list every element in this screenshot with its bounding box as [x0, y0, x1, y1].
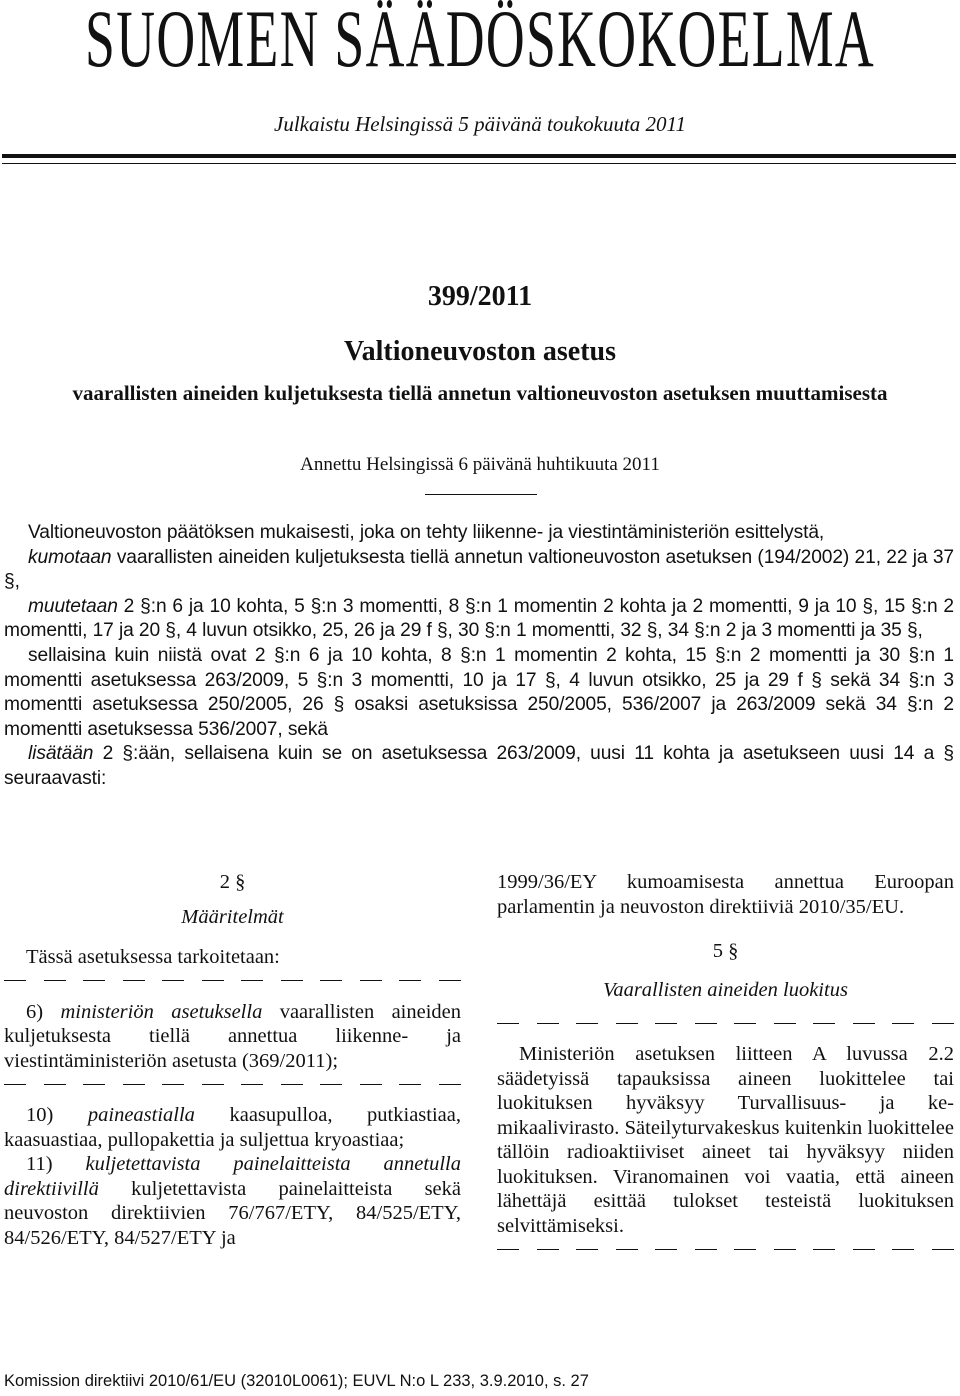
continued-text: 1999/36/EY kumoamisesta annettua Euroopan parlamentin ja neuvoston direktiiviä 2010/35/EU.	[497, 871, 954, 918]
defined-term: kuljetettavista painelaitteista annetulla direktiivillä	[4, 1153, 461, 1200]
preamble-amend-text: 2 §:n 6 ja 10 kohta, 5 §:n 3 momentti, 8 §:n 1 momentin 2 kohta ja 2 momentti, 9 ja 10 §, 15 §:n 2 momentti, 17 ja 20 §, 4 luvun otsikko, 25, 26 ja 29 f §, 30 §:n 1 momentti, 32 §, 34 §:n 2 ja 3 momentti ja 35 §,	[4, 595, 954, 642]
preamble-add	[4, 742, 954, 791]
act-type: Valtioneuvoston asetus	[343, 336, 616, 367]
keyword-repeal: kumotaan	[28, 546, 112, 568]
section-number: 5 §	[712, 940, 739, 962]
defined-term: ministeriön asetuksella	[60, 1000, 263, 1023]
section-heading: Vaarallisten aineiden luokitus	[603, 978, 848, 1001]
right-column	[497, 870, 954, 1260]
preamble-intro: Valtioneuvoston päätöksen mukaisesti, joka on tehty liikenne- ja viestintäministeriön esittelystä,	[28, 522, 825, 543]
definition-item-10	[4, 1103, 461, 1152]
omission-dashes	[497, 1242, 954, 1256]
header-rule-thin	[2, 163, 956, 164]
publication-date: Julkaistu Helsingissä 5 päivänä toukokuuta 2011	[274, 112, 686, 136]
item-number: 11)	[26, 1153, 86, 1175]
section-paragraph: Ministeriön asetuksen liitteen A luvussa 2.2 säädetyissä tapauksissa aineen luokittelee tai luokituksen hyväksyy Turvallisuus- ja kemikaalivirasto. Säteilyturvakeskus kuitenkin luokittelee tällöin radioaktiiviset aineet tai hyväksyy niiden luokituksen. Viranomainen voi vaatia, että aineen lähettäjä esittää tulokset testeistä luokituksen selvittämiseksi.	[497, 1043, 954, 1237]
section-number: 2 §	[219, 871, 246, 893]
act-title: vaarallisten aineiden kuljetuksesta tiellä annetun valtioneuvoston asetuksen muuttamisesta	[72, 381, 888, 405]
keyword-add: lisätään	[28, 743, 94, 765]
definition-item-11	[4, 1152, 461, 1250]
omission-dashes	[497, 1016, 954, 1030]
definition-text: vaarallisten aineiden kuljetuksesta tiellä annettua liikenne- ja viestintäministeriön asetusta (369/2011);	[4, 1000, 462, 1072]
defined-term: paineastialla	[87, 1104, 195, 1126]
preamble-add-text: 2 §:ään, sellaisena kuin se on asetuksessa 263/2009, uusi 11 kohta ja asetukseen uusi 14 a § seuraavasti:	[4, 743, 954, 789]
definition-item-6	[4, 1000, 461, 1074]
keyword-amend: muutetaan	[28, 595, 118, 617]
preamble	[4, 521, 954, 792]
definition-text: kuljetettavista painelaitteista sekä neuvoston direktiivien 76/767/ETY, 84/525/ETY, 84/526/ETY, 84/527/ETY ja	[4, 1177, 461, 1249]
masthead	[0, 0, 960, 78]
short-divider	[425, 494, 537, 495]
left-column	[4, 870, 461, 1250]
preamble-as-amended: sellaisina kuin niistä ovat 2 §:n 6 ja 10 kohta, 8 §:n 1 momentin 2 kohta, 15 §:n 2 momentti ja 30 §:n 1 momentti asetuksessa 263/2009, 5 §:n 3 momentti, 10 ja 17 §, 4 luvun otsikko, 25 ja 29 f § sekä 34 §:n 3 momentti asetuksessa 250/2005, 26 § osaksi asetuksissa 250/2005, 536/2007 ja 263/2009 sekä 34 §:n 2 momentti asetuksessa 536/2007, sekä	[4, 644, 954, 740]
preamble-repeal	[4, 546, 954, 595]
given-date: Annettu Helsingissä 6 päivänä huhtikuuta 2011	[300, 454, 660, 475]
section-heading: Määritelmät	[181, 905, 284, 928]
omission-dashes	[4, 1077, 461, 1091]
footnote: Komission direktiivi 2010/61/EU (32010L0061); EUVL N:o L 233, 3.9.2010, s. 27	[4, 1372, 589, 1390]
header-rule-thick	[2, 154, 956, 158]
item-number: 6)	[26, 1000, 61, 1023]
item-number: 10)	[26, 1104, 88, 1126]
preamble-repeal-text: vaarallisten aineiden kuljetuksesta tiellä annetun valtioneuvoston asetuksen (194/2002) 21, 22 ja 37 §,	[4, 546, 954, 593]
preamble-amend	[4, 595, 954, 644]
definition-text: kaasupulloa, putkiastiaa, kaasuastiaa, pullopakettia ja suljettua kryoastiaa;	[4, 1104, 461, 1151]
act-number: 399/2011	[427, 281, 533, 312]
publication-title: SUOMEN SÄÄDÖSKOKOELMA	[85, 0, 875, 78]
section-intro: Tässä asetuksessa tarkoitetaan:	[26, 946, 280, 968]
omission-dashes	[4, 974, 461, 988]
